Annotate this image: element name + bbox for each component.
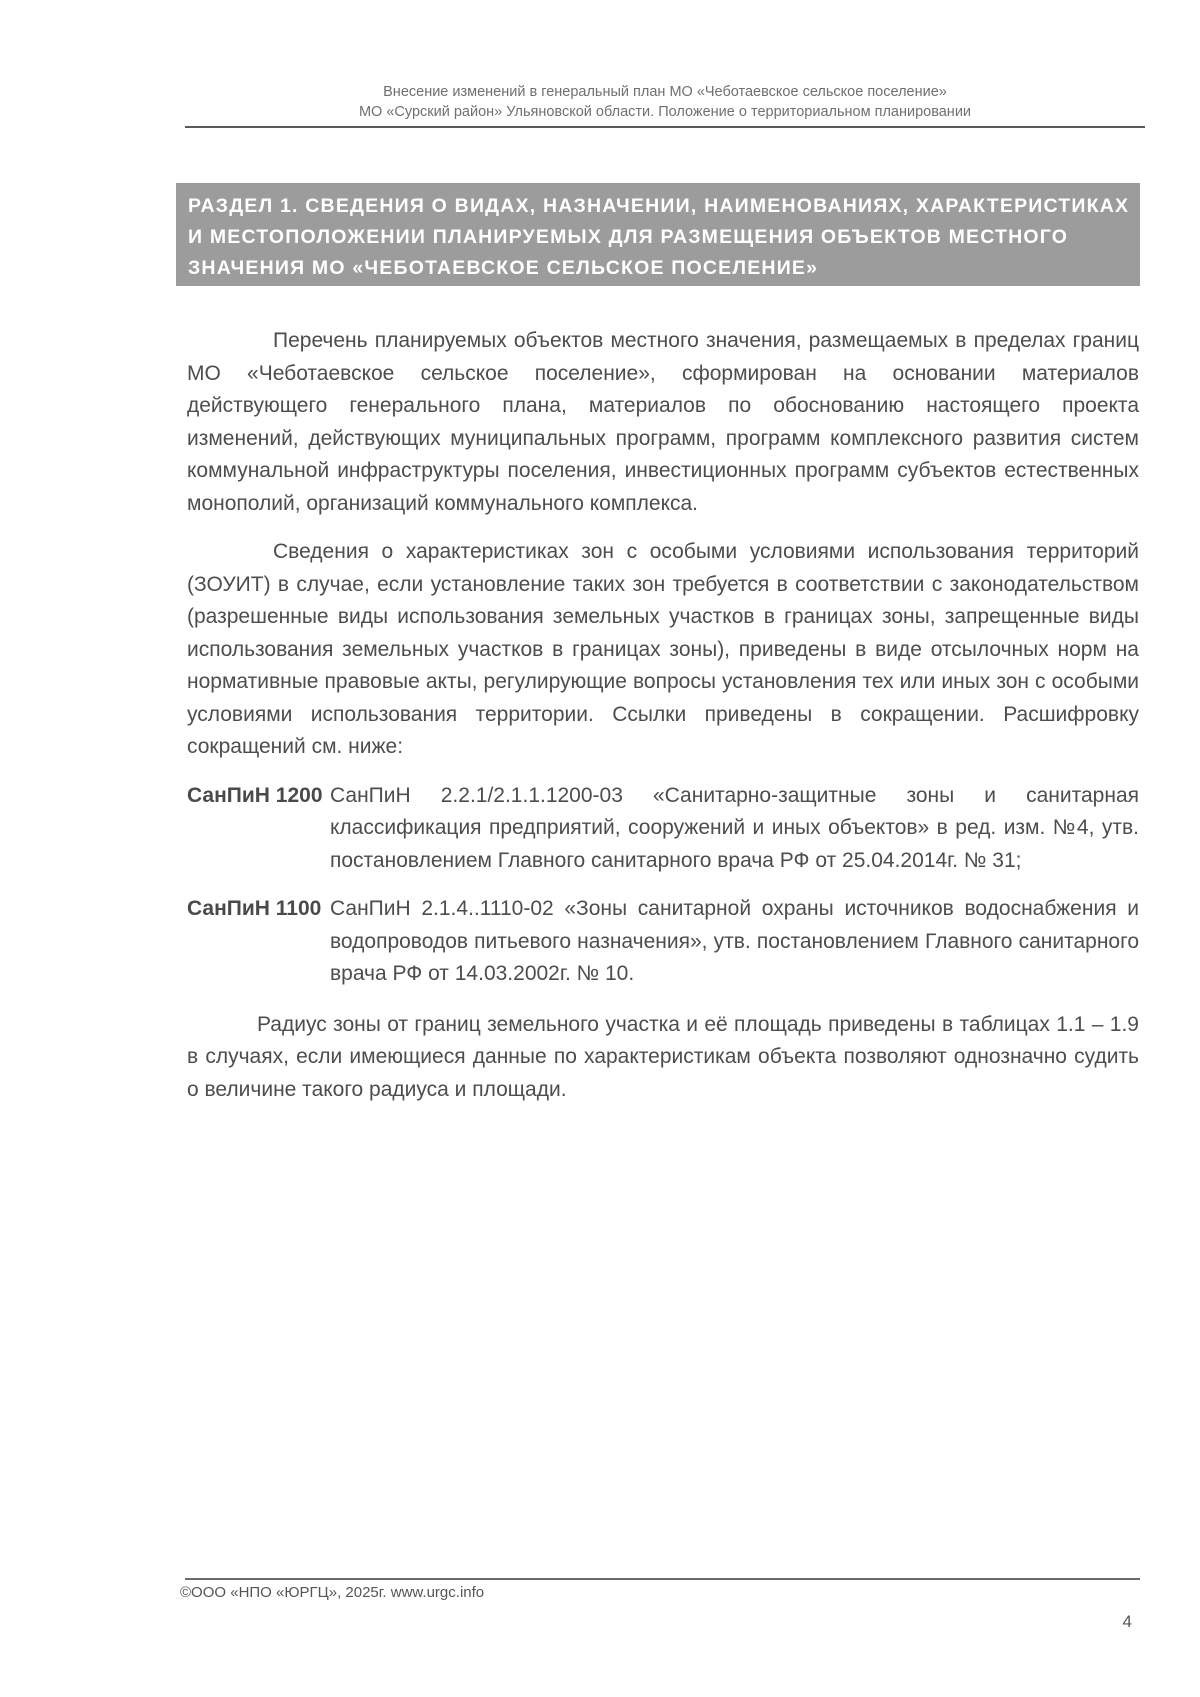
paragraph-zouit: Сведения о характеристиках зон с особыми условиями использования территорий (ЗОУИТ) в случае, если установление таких зон требуется в соответствии с законодательством (разрешенные виды использования земельных участков в границах зоны, запрещенные виды использования земельных участков в границах зоны), приведены в виде отсылочных норм на нормативные правовые акты, регулирующие вопросы установления тех или иных зон с особыми условиями использования территории. Ссылки приведены в сокращении. Расшифровку сокращений см. ниже:: [187, 540, 1139, 758]
footer-copyright: ©ООО «НПО «ЮРГЦ», 2025г. www.urgc.info: [180, 1584, 485, 1601]
body-text: [187, 325, 1139, 1106]
paragraph-objects-list: Перечень планируемых объектов местного значения, размещаемых в пределах границ МО «Чеботаевское сельское поселение», сформирован на основании материалов действующего генерального плана, материалов по обоснованию настоящего проекта изменений, действующих муниципальных программ, программ комплексного развития систем коммунальной инфраструктуры поселения, инвестиционных программ субъектов естественных монополий, организаций коммунального комплекса.: [187, 329, 1139, 515]
header-divider: [185, 126, 1145, 128]
reference-text: СанПиН 2.2.1/2.1.1.1200-03 «Санитарно-защитные зоны и санитарная классификация предприятий, сооружений и иных объектов» в ред. изм. №4, утв. постановлением Главного санитарного врача РФ от 25.04.2014г. № 31;: [330, 783, 1139, 872]
reference-key: СанПиН 1100: [187, 897, 322, 920]
footer-divider: [185, 1578, 1140, 1580]
page-number: 4: [1122, 1612, 1132, 1631]
running-header: [185, 82, 1145, 122]
section-heading-line-1: РАЗДЕЛ 1. СВЕДЕНИЯ О ВИДАХ, НАЗНАЧЕНИИ, НАИМЕНОВАНИЯХ, ХАРАКТЕРИСТИКАХ: [188, 195, 1130, 217]
section-heading-line-3: ЗНАЧЕНИЯ МО «ЧЕБОТАЕВСКОЕ СЕЛЬСКОЕ ПОСЕЛЕНИЕ»: [188, 257, 819, 279]
reference-item: [187, 780, 1139, 878]
reference-key: СанПиН 1200: [187, 783, 323, 807]
section-heading: [176, 183, 1140, 286]
reference-text: СанПиН 2.1.4..1110-02 «Зоны санитарной охраны источников водоснабжения и водопроводов питьевого назначения», утв. постановлением Главного санитарного врача РФ от 14.03.2002г. № 10.: [330, 897, 1139, 985]
reference-item: [187, 893, 1139, 991]
paragraph-zone-radius: Радиус зоны от границ земельного участка и её площадь приведены в таблицах 1.1 – 1.9 в случаях, если имеющиеся данные по характеристикам объекта позволяют однозначно судить о величине такого радиуса и площади.: [187, 1012, 1139, 1101]
section-heading-line-2: И МЕСТОПОЛОЖЕНИИ ПЛАНИРУЕМЫХ ДЛЯ РАЗМЕЩЕНИЯ ОБЪЕКТОВ МЕСТНОГО: [188, 226, 1069, 248]
header-line-2: МО «Сурский район» Ульяновской области. Положение о территориальном планировании: [358, 104, 972, 120]
header-line-1: Внесение изменений в генеральный план МО «Чеботаевское сельское поселение»: [383, 84, 947, 100]
